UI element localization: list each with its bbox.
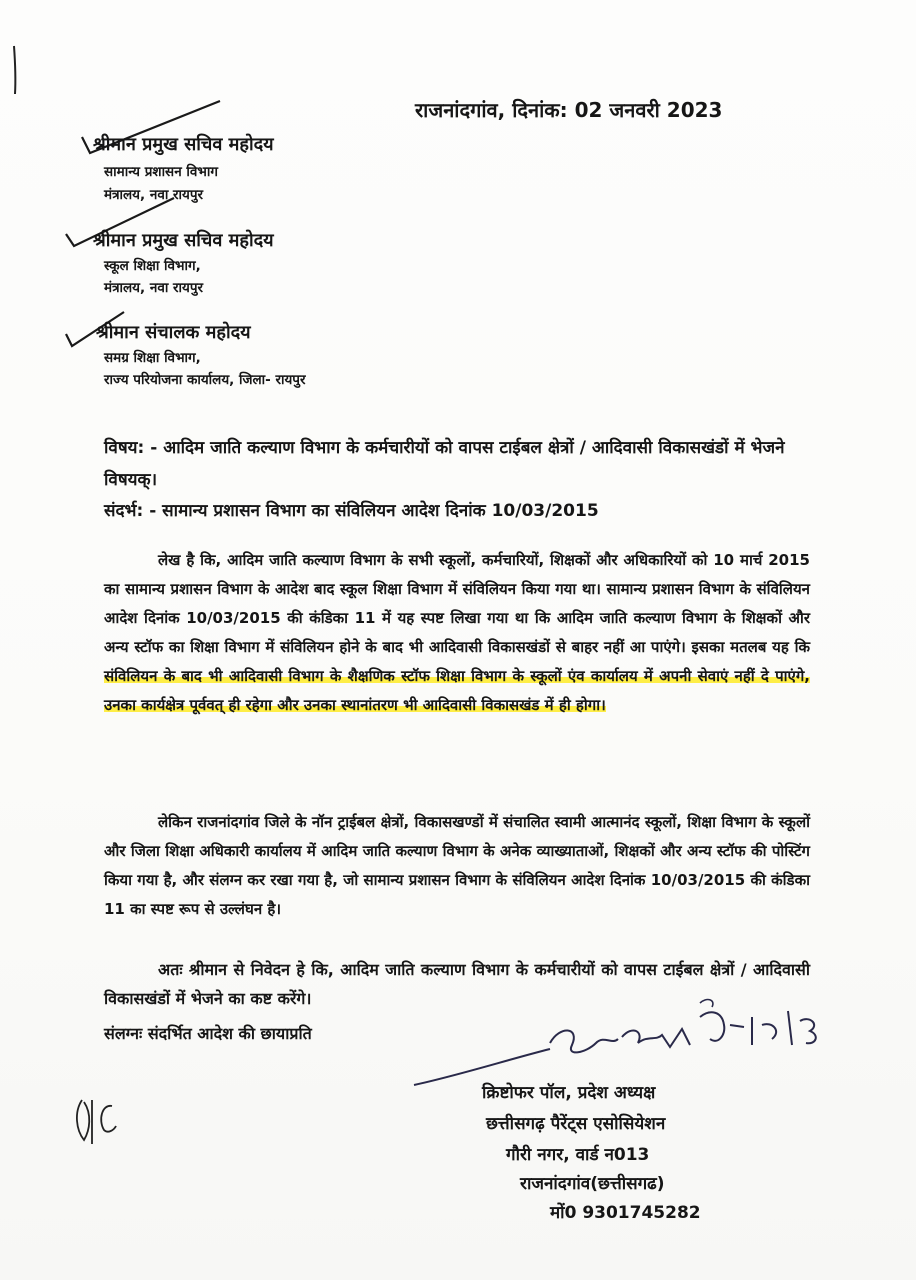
reference-label: संदर्भ: bbox=[104, 501, 144, 521]
subject-text: - आदिम जाति कल्याण विभाग के कर्मचारीयों को वापस टाईबल क्षेत्रों / आदिवासी विकासखंडों में भेजने विषयक्। bbox=[104, 438, 785, 490]
date-line: राजनांदगांव, दिनांक: 02 जनवरी 2023 bbox=[415, 98, 723, 122]
signatory-address-2: राजनांदगांव(छत्तीसगढ) bbox=[520, 1174, 665, 1194]
margin-mark bbox=[8, 40, 22, 100]
recipient-3-line-2: राज्य परियोजना कार्यालय, जिला- रायपुर bbox=[104, 372, 306, 388]
paragraph-1 bbox=[104, 546, 810, 720]
recipient-2-line-2: मंत्रालय, नवा रायपुर bbox=[104, 280, 204, 296]
recipient-3-line-1: समग्र शिक्षा विभाग, bbox=[104, 350, 201, 366]
recipient-2-title: श्रीमान प्रमुख सचिव महोदय bbox=[93, 230, 274, 251]
recipient-3-title: श्रीमान संचालक महोदय bbox=[96, 322, 251, 343]
paragraph-2-text: लेकिन राजनांदगांव जिले के नॉन ट्राईबल क्षेत्रों, विकासखण्डों में संचालित स्वामी आत्मानंद स्कूलों, शिक्षा विभाग के स्कूलों और जिला शिक्षा अधिकारी कार्यालय में आदिम जाति कल्याण विभाग के अनेक व्याख्याताओं, शिक्षकों और अन्य स्टॉफ की पोस्टिंग किया गया है, और संलग्न कर रखा गया है, जो सामान्य प्रशासन विभाग के संविलियन आदेश दिनांक 10/03/2015 की कंडिका 11 का स्पष्ट रूप से उल्लंघन है। bbox=[104, 813, 810, 918]
subject-label: विषय: bbox=[104, 438, 145, 458]
recipient-1-line-2: मंत्रालय, नवा रायपुर bbox=[104, 187, 204, 203]
signatory-name: क्रिष्टोफर पॉल, प्रदेश अध्यक्ष bbox=[482, 1083, 656, 1103]
reference-text: - सामान्य प्रशासन विभाग का संविलियन आदेश दिनांक 10/03/2015 bbox=[149, 501, 599, 521]
attachment-label: संलग्नः bbox=[104, 1024, 143, 1043]
reference-line bbox=[104, 498, 599, 521]
attachment-line bbox=[104, 1022, 312, 1044]
paragraph-1-text: लेख है कि, आदिम जाति कल्याण विभाग के सभी स्कूलों, कर्मचारियों, शिक्षकों और अधिकारियों को 10 मार्च 2015 का सामान्य प्रशासन विभाग के आदेश बाद स्कूल शिक्षा विभाग में संविलियन किया गया था। सामान्य प्रशासन विभाग के संविलियन आदेश दिनांक 10/03/2015 की कंडिका 11 में यह स्पष्ट लिखा गया था कि आदिम जाति कल्याण विभाग के शिक्षकों और अन्य स्टॉफ का शिक्षा विभाग में संविलियन होने के बाद भी आदिवासी विकासखंडों से बाहर नहीं आ पाएंगे। इसका मतलब यह कि bbox=[104, 551, 810, 656]
recipient-1-line-1: सामान्य प्रशासन विभाग bbox=[104, 164, 218, 180]
recipient-2-line-1: स्कूल शिक्षा विभाग, bbox=[104, 258, 201, 274]
paragraph-2 bbox=[104, 808, 810, 924]
margin-initials bbox=[70, 1090, 120, 1150]
signatory-phone: मों0 9301745282 bbox=[550, 1203, 701, 1223]
subject-line bbox=[104, 432, 816, 496]
paragraph-1-highlighted: संविलियन के बाद भी आदिवासी विभाग के शैक्षणिक स्टॉफ शिक्षा विभाग के स्कूलों एंव कार्यालय में अपनी सेवाएं नहीं दे पाएंगे, उनका कार्यक्षेत्र पूर्ववत् ही रहेगा और उनका स्थानांतरण भी आदिवासी विकासखंड में ही होगा। bbox=[104, 667, 810, 714]
signatory-address-1: गौरी नगर, वार्ड न013 bbox=[506, 1145, 650, 1165]
signatory-org: छत्तीसगढ़ पैरेंट्स एसोसियेशन bbox=[486, 1114, 666, 1134]
attachment-text: संदर्भित आदेश की छायाप्रति bbox=[147, 1024, 312, 1043]
paragraph-3-text: अतः श्रीमान से निवेदन हे कि, आदिम जाति कल्याण विभाग के कर्मचारीयों को वापस टाईबल क्षेत्रों / आदिवासी विकासखंडों में भेजने का कष्ट करेंगे। bbox=[104, 960, 810, 1008]
recipient-1-title: श्रीमान प्रमुख सचिव महोदय bbox=[93, 134, 274, 155]
